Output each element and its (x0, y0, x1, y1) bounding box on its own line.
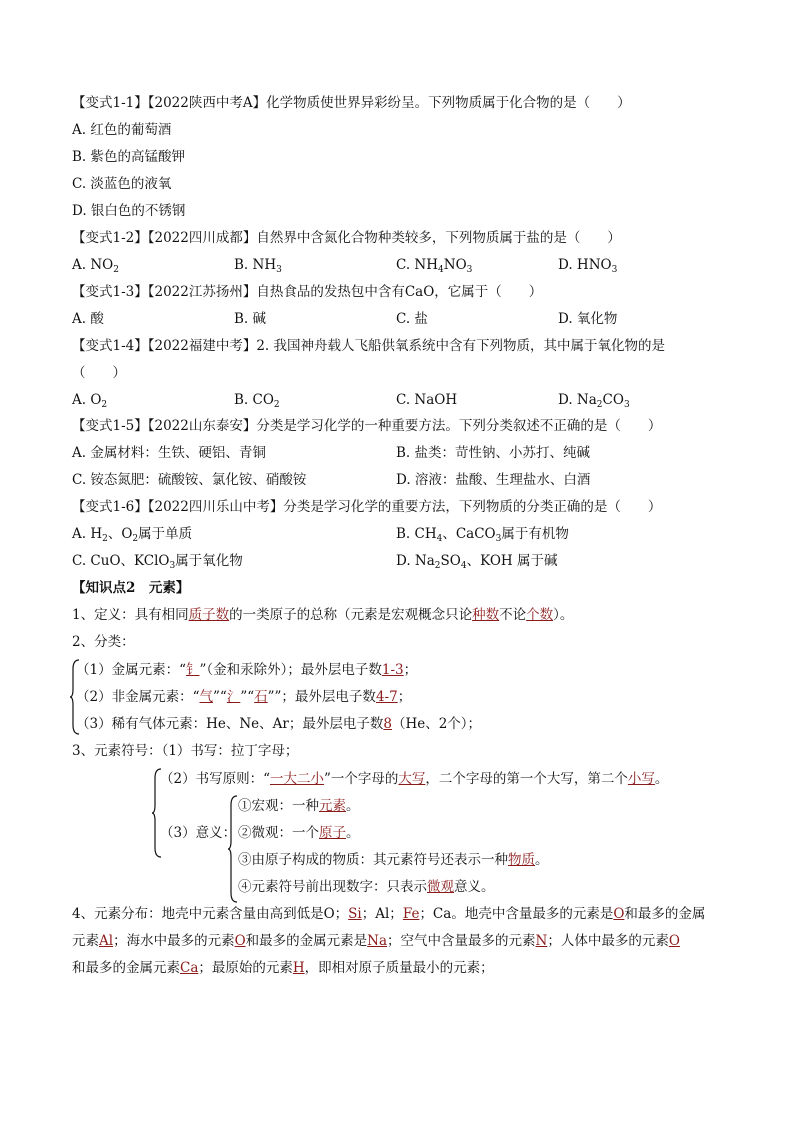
distribution-line-3: 和最多的金属元素Ca；最原始的元素H，即相对原子质量最小的元素； (72, 960, 494, 976)
q6-stem: 【变式1-6】【2022四川乐山中考】分类是学习化学的重要方法，下列物质的分类正确的是（ ） (72, 499, 662, 515)
classification-heading: 2、分类： (72, 634, 135, 650)
q6-option-b: B. $CH_4$、CaCO$_3$属于有机物 (396, 526, 569, 544)
meaning-micro: ②微观：一个原子。 (238, 825, 360, 841)
q1-option-a: A. 红色的葡萄酒 (72, 122, 172, 138)
q3-option-c: C. 盐 (396, 311, 428, 327)
q1-option-b: B. 紫色的高锰酸钾 (72, 149, 186, 165)
knowledge-point-title: 【知识点2 元素】 (72, 580, 190, 596)
q4-option-d: D. $Na_2CO_3$ (558, 392, 630, 410)
symbol-rule: （2）书写原则：“一大二小”一个字母的大写，二个字母的第一个大写，第二个小写。 (160, 771, 669, 787)
q3-option-d: D. 氧化物 (558, 311, 618, 327)
q5-option-d: D. 溶液：盐酸、生理盐水、白酒 (396, 472, 591, 488)
q6-option-a: A. $H_2$、$O_2$属于单质 (72, 526, 193, 544)
q3-option-b: B. 碱 (234, 311, 267, 327)
q5-option-a: A. 金属材料：生铁、硬铝、青铜 (72, 445, 266, 461)
symbol-meaning-label: （3）意义： (160, 825, 237, 841)
symbol-heading: 3、元素符号：（1）书写：拉丁字母； (72, 743, 299, 759)
q1-stem: 【变式1-1】【2022陕西中考A】化学物质使世界异彩纷呈。下列物质属于化合物的是（ ） (72, 95, 631, 111)
q5-stem: 【变式1-5】【2022山东泰安】分类是学习化学的一种重要方法。下列分类叙述不正确的是（ ） (72, 418, 662, 434)
q2-option-c: C. $NH_4NO_3$ (396, 257, 473, 275)
distribution-line-1: 4、元素分布：地壳中元素含量由高到低是O；Si；Al；Fe；Ca。地壳中含量最多的元素是O和最多的金属 (72, 906, 706, 922)
class-nonmetal: （2）非金属元素：“气”“氵”“石””；最外层电子数4-7； (76, 689, 412, 705)
class-metal: （1）金属元素：“钅”（金和汞除外）；最外层电子数1-3； (76, 662, 418, 678)
q5-option-b: B. 盐类：苛性钠、小苏打、纯碱 (396, 445, 591, 461)
q2-stem: 【变式1-2】【2022四川成都】自然界中含氮化合物种类较多，下列物质属于盐的是（ ） (72, 230, 621, 246)
q4-option-a: A. $O_2$ (72, 392, 108, 410)
definition: 1、定义：具有相同质子数的一类原子的总称（元素是宏观概念只论种数不论个数）。 (72, 607, 574, 623)
meaning-brace (228, 795, 238, 903)
meaning-macro: ①宏观：一种元素。 (238, 798, 360, 814)
q4-option-c: C. NaOH (396, 392, 458, 408)
meaning-number: ④元素符号前出现数字：只表示微观意义。 (238, 879, 495, 895)
q4-stem: 【变式1-4】【2022福建中考】2. 我国神舟载人飞船供氧系统中含有下列物质，其中属于氧化物的是 (72, 338, 666, 354)
q2-option-d: D. $HNO_3$ (558, 257, 618, 275)
q2-option-b: B. $NH_3$ (234, 257, 282, 275)
meaning-substance: ③由原子构成的物质：其元素符号还表示一种物质。 (238, 852, 549, 868)
q6-option-c: C. CuO、KClO$_3$属于氧化物 (72, 553, 243, 571)
q6-option-d: D. $Na_2SO_4$、KOH 属于碱 (396, 553, 558, 571)
q4-option-b: B. $CO_2$ (234, 392, 280, 410)
distribution-line-2: 元素Al；海水中最多的元素O和最多的金属元素是Na；空气中含量最多的元素N；人体中最多的元素O (72, 933, 680, 949)
q3-option-a: A. 酸 (72, 311, 104, 327)
q4-stem-blank: （ ） (72, 365, 126, 381)
q2-option-a: A. $NO_2$ (72, 257, 119, 275)
class-noble-gas: （3）稀有气体元素：He、Ne、Ar；最外层电子数8（He、2个）； (76, 716, 482, 732)
q3-stem: 【变式1-3】【2022江苏扬州】自热食品的发热包中含有CaO，它属于（ ） (72, 284, 543, 300)
q1-option-d: D. 银白色的不锈钢 (72, 203, 186, 219)
q1-option-c: C. 淡蓝色的液氧 (72, 176, 172, 192)
q5-option-c: C. 铵态氮肥：硫酸铵、氯化铵、硝酸铵 (72, 472, 307, 488)
